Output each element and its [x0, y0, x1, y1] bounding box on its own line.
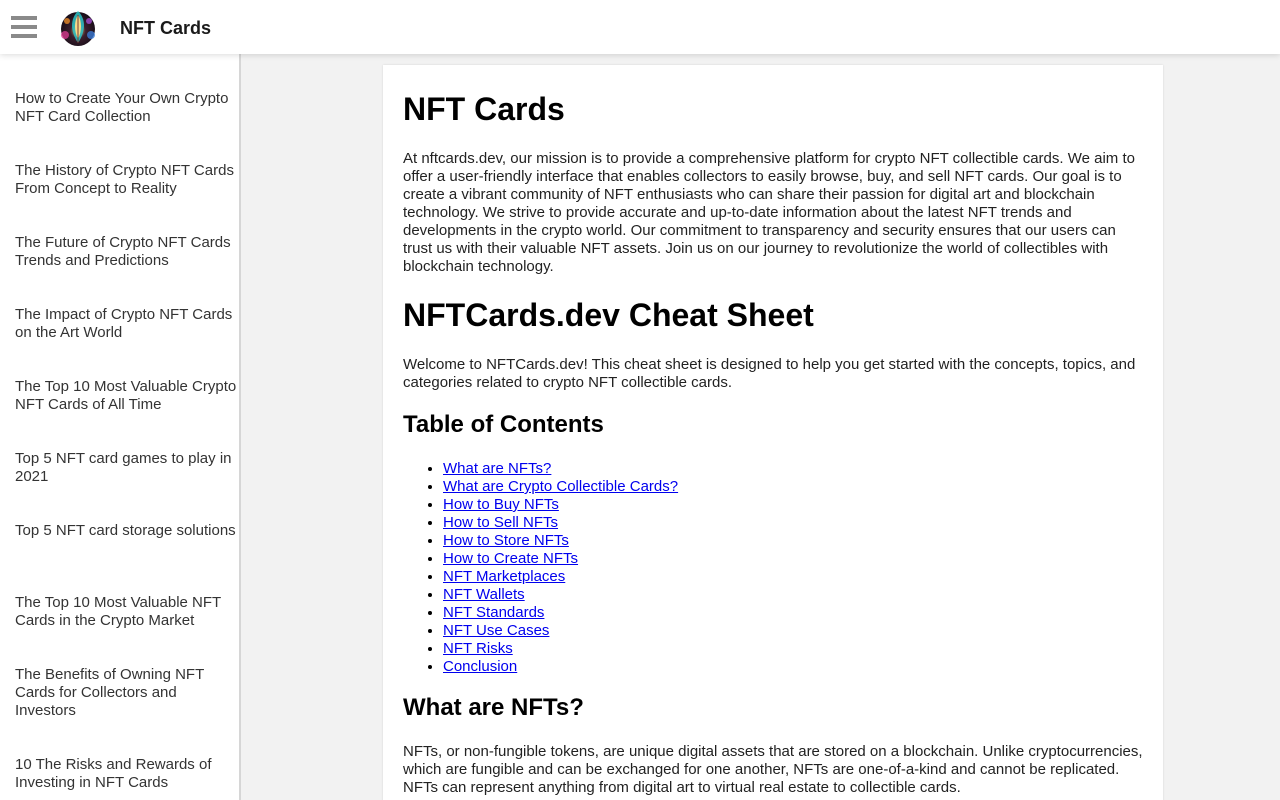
toc-link[interactable]: NFT Wallets — [443, 586, 525, 603]
cheat-sheet-intro: Welcome to NFTCards.dev! This cheat sheet is designed to help you get started with the concepts, topics, and categories related to crypto NFT collectible cards. — [403, 356, 1136, 391]
cheat-sheet-title: NFTCards.dev Cheat Sheet — [403, 297, 814, 333]
sidebar-item[interactable]: The Top 10 Most Valuable Crypto NFT Cards of All Time — [15, 378, 237, 413]
sidebar-item[interactable]: The Future of Crypto NFT Cards Trends and Predictions — [15, 234, 231, 269]
toc-item — [443, 550, 678, 568]
sidebar-item[interactable]: The Top 10 Most Valuable NFT Cards in the Crypto Market — [15, 594, 221, 629]
sidebar-item[interactable]: The History of Crypto NFT Cards From Concept to Reality — [15, 162, 234, 197]
table-of-contents — [443, 460, 678, 676]
section-heading-what-are-nfts: What are NFTs? — [403, 694, 584, 721]
toc-link[interactable]: NFT Risks — [443, 640, 513, 657]
toc-item — [443, 640, 678, 658]
sidebar — [0, 54, 241, 800]
toc-item — [443, 496, 678, 514]
toc-item — [443, 622, 678, 640]
site-title[interactable]: NFT Cards — [120, 18, 212, 38]
sidebar-item[interactable]: The Benefits of Owning NFT Cards for Collectors and Investors — [15, 666, 204, 719]
toc-link[interactable]: NFT Marketplaces — [443, 568, 566, 585]
sidebar-item[interactable]: The Impact of Crypto NFT Cards on the Art World — [15, 306, 233, 341]
toc-item — [443, 658, 678, 676]
toc-link[interactable]: How to Create NFTs — [443, 550, 579, 567]
toc-item — [443, 460, 678, 478]
toc-item — [443, 586, 678, 604]
toc-item — [443, 568, 678, 586]
intro-paragraph: At nftcards.dev, our mission is to provide a comprehensive platform for crypto NFT collectible cards. We aim to offer a user-friendly interface that enables collectors to easily browse, buy, and sell NFT cards. Our goal is to create a vibrant community of NFT enthusiasts who can share their passion for digital art and blockchain technology. We strive to provide accurate and up-to-date information about the latest NFT trends and developments in the crypto world. Our commitment to transparency and security ensures that our users can trust us with their valuable NFT assets. Join us on our journey to revolutionize the world of collectibles with blockchain technology. — [403, 150, 1135, 275]
hamburger-menu-icon[interactable] — [11, 16, 37, 38]
toc-link[interactable]: What are Crypto Collectible Cards? — [443, 478, 679, 495]
top-bar — [0, 0, 1280, 54]
site-logo[interactable] — [56, 5, 100, 49]
toc-link[interactable]: How to Store NFTs — [443, 532, 569, 549]
toc-link[interactable]: Conclusion — [443, 658, 518, 675]
toc-link[interactable]: How to Buy NFTs — [443, 496, 559, 513]
sidebar-item[interactable]: Top 5 NFT card games to play in 2021 — [15, 450, 232, 485]
page-title: NFT Cards — [403, 91, 565, 127]
content-card — [383, 65, 1163, 800]
toc-title: Table of Contents — [403, 411, 604, 438]
toc-item — [443, 604, 678, 622]
sidebar-item[interactable]: 10 The Risks and Rewards of Investing in NFT Cards — [15, 756, 212, 791]
section-paragraph: NFTs, or non-fungible tokens, are unique digital assets that are stored on a blockchain. Unlike cryptocurrencies, which are fungible and can be exchanged for one another, NFTs are one-of-a-kind and cannot be replicated. NFTs can represent anything from digital art to virtual real estate to collectible cards. — [403, 743, 1143, 796]
toc-link[interactable]: NFT Standards — [443, 604, 545, 621]
toc-link[interactable]: What are NFTs? — [443, 460, 552, 477]
toc-item — [443, 532, 678, 550]
sidebar-item[interactable]: How to Create Your Own Crypto NFT Card Collection — [15, 90, 229, 125]
toc-link[interactable]: How to Sell NFTs — [443, 514, 559, 531]
toc-item — [443, 478, 678, 496]
toc-link[interactable]: NFT Use Cases — [443, 622, 550, 639]
toc-item — [443, 514, 678, 532]
sidebar-item[interactable]: Top 5 NFT card storage solutions — [15, 522, 236, 539]
